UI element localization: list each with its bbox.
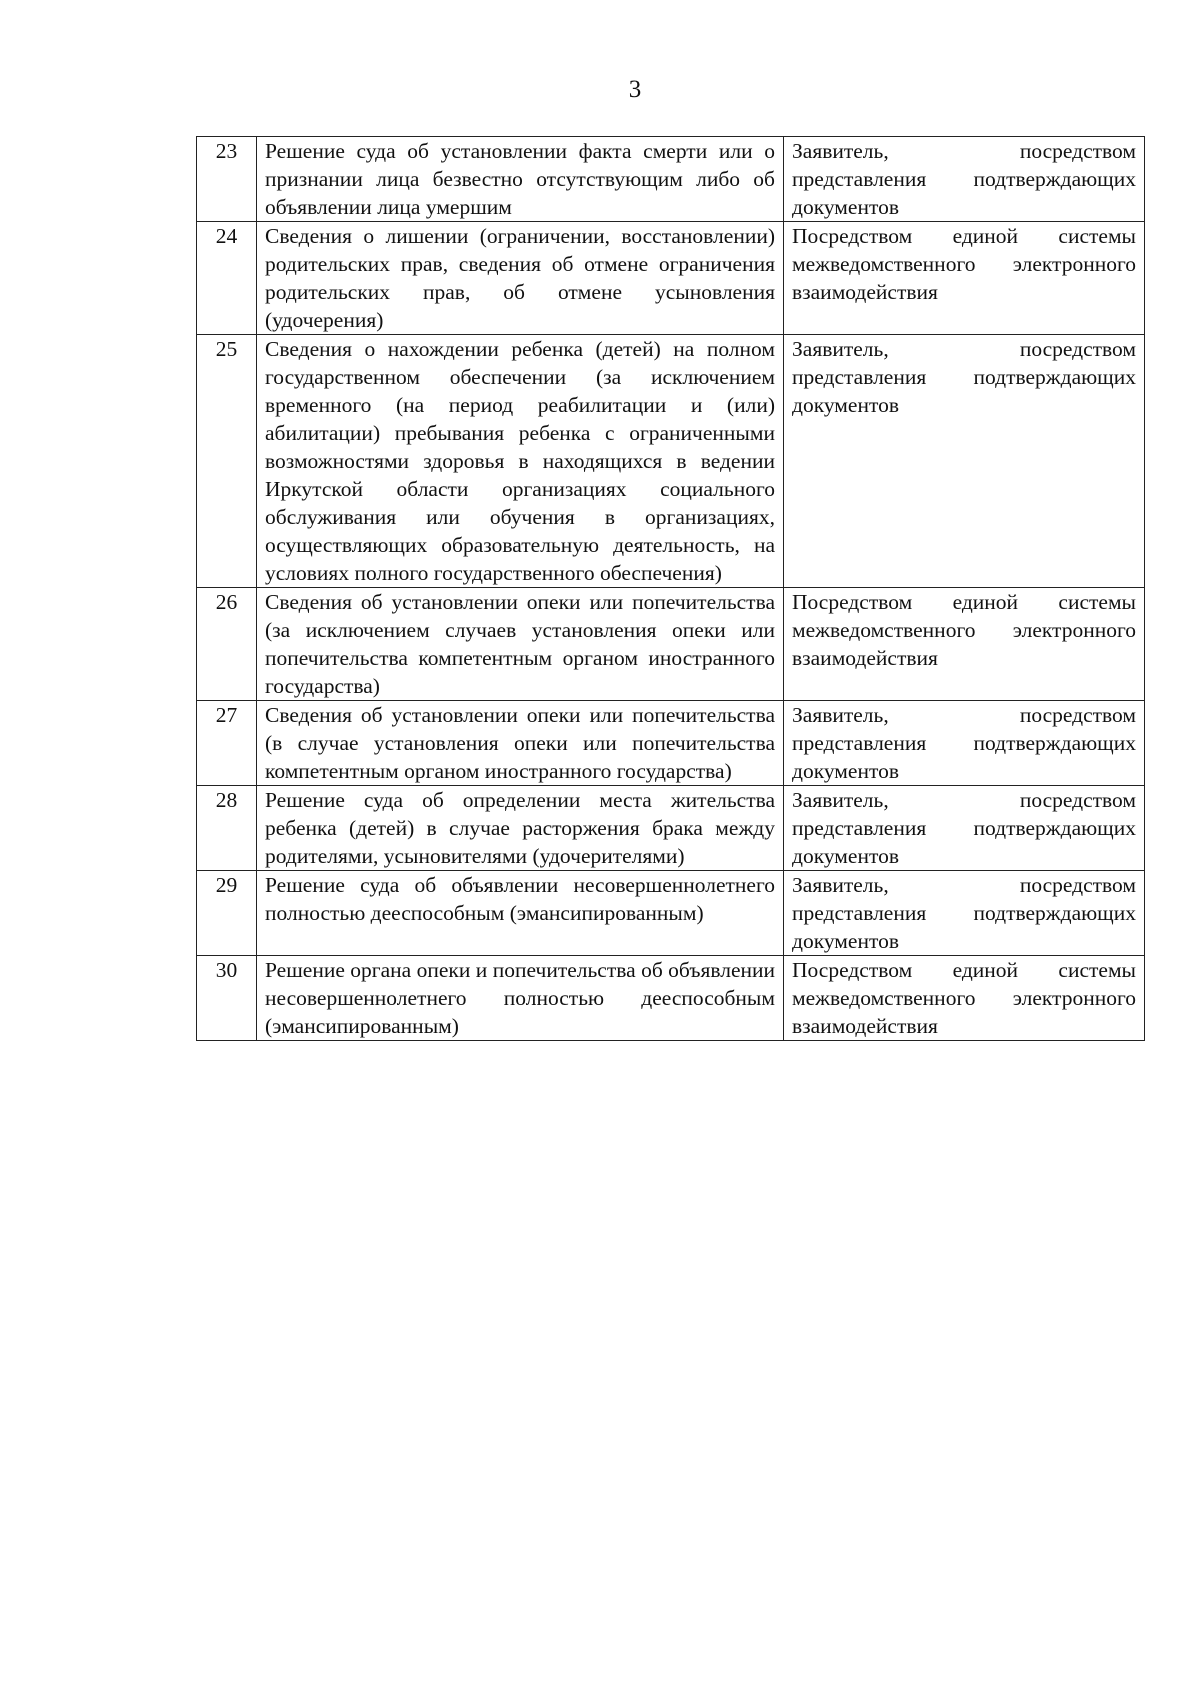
table-row — [197, 701, 1145, 786]
document-name: Решение суда об объявлении несовершеннолетнего полностью дееспособным (эмансипированным) — [257, 871, 784, 956]
submission-method: Заявитель, посредством представления подтверждающих документов — [784, 786, 1145, 871]
document-name: Сведения о нахождении ребенка (детей) на полном государственном обеспечении (за исключением временного (на период реабилитации и (или) абилитации) пребывания ребенка с ограниченными возможностями здоровья в находящихся в ведении Иркутской области организациях социального обслуживания или обучения в организациях, осуществляющих образовательную деятельность, на условиях полного государственного обеспечения) — [257, 335, 784, 588]
document-name: Решение суда об определении места жительства ребенка (детей) в случае расторжения брака между родителями, усыновителями (удочерителями) — [257, 786, 784, 871]
submission-method: Заявитель, посредством представления подтверждающих документов — [784, 701, 1145, 786]
submission-method: Заявитель, посредством представления подтверждающих документов — [784, 871, 1145, 956]
submission-method: Посредством единой системы межведомственного электронного взаимодействия — [784, 222, 1145, 335]
document-name: Сведения о лишении (ограничении, восстановлении) родительских прав, сведения об отмене ограничения родительских прав, об отмене усыновления (удочерения) — [257, 222, 784, 335]
row-number: 29 — [197, 871, 257, 956]
table-row — [197, 786, 1145, 871]
table-row — [197, 137, 1145, 222]
document-name: Сведения об установлении опеки или попечительства (за исключением случаев установления опеки или попечительства компетентным органом иностранного государства) — [257, 588, 784, 701]
table-row — [197, 588, 1145, 701]
row-number: 25 — [197, 335, 257, 588]
row-number: 30 — [197, 956, 257, 1041]
submission-method: Заявитель, посредством представления подтверждающих документов — [784, 335, 1145, 588]
document-name: Сведения об установлении опеки или попечительства (в случае установления опеки или попечительства компетентным органом иностранного государства) — [257, 701, 784, 786]
page-number: 3 — [628, 76, 642, 103]
submission-method: Посредством единой системы межведомственного электронного взаимодействия — [784, 588, 1145, 701]
row-number: 27 — [197, 701, 257, 786]
document-name: Решение органа опеки и попечительства об объявлении несовершеннолетнего полностью дееспособным (эмансипированным) — [257, 956, 784, 1041]
row-number: 26 — [197, 588, 257, 701]
row-number: 24 — [197, 222, 257, 335]
row-number: 23 — [197, 137, 257, 222]
submission-method: Заявитель, посредством представления подтверждающих документов — [784, 137, 1145, 222]
submission-method: Посредством единой системы межведомственного электронного взаимодействия — [784, 956, 1145, 1041]
table-row — [197, 335, 1145, 588]
row-number: 28 — [197, 786, 257, 871]
documents-table — [196, 136, 1145, 1041]
table-row — [197, 871, 1145, 956]
table-row — [197, 956, 1145, 1041]
document-name: Решение суда об установлении факта смерти или о признании лица безвестно отсутствующим либо об объявлении лица умершим — [257, 137, 784, 222]
table-row — [197, 222, 1145, 335]
